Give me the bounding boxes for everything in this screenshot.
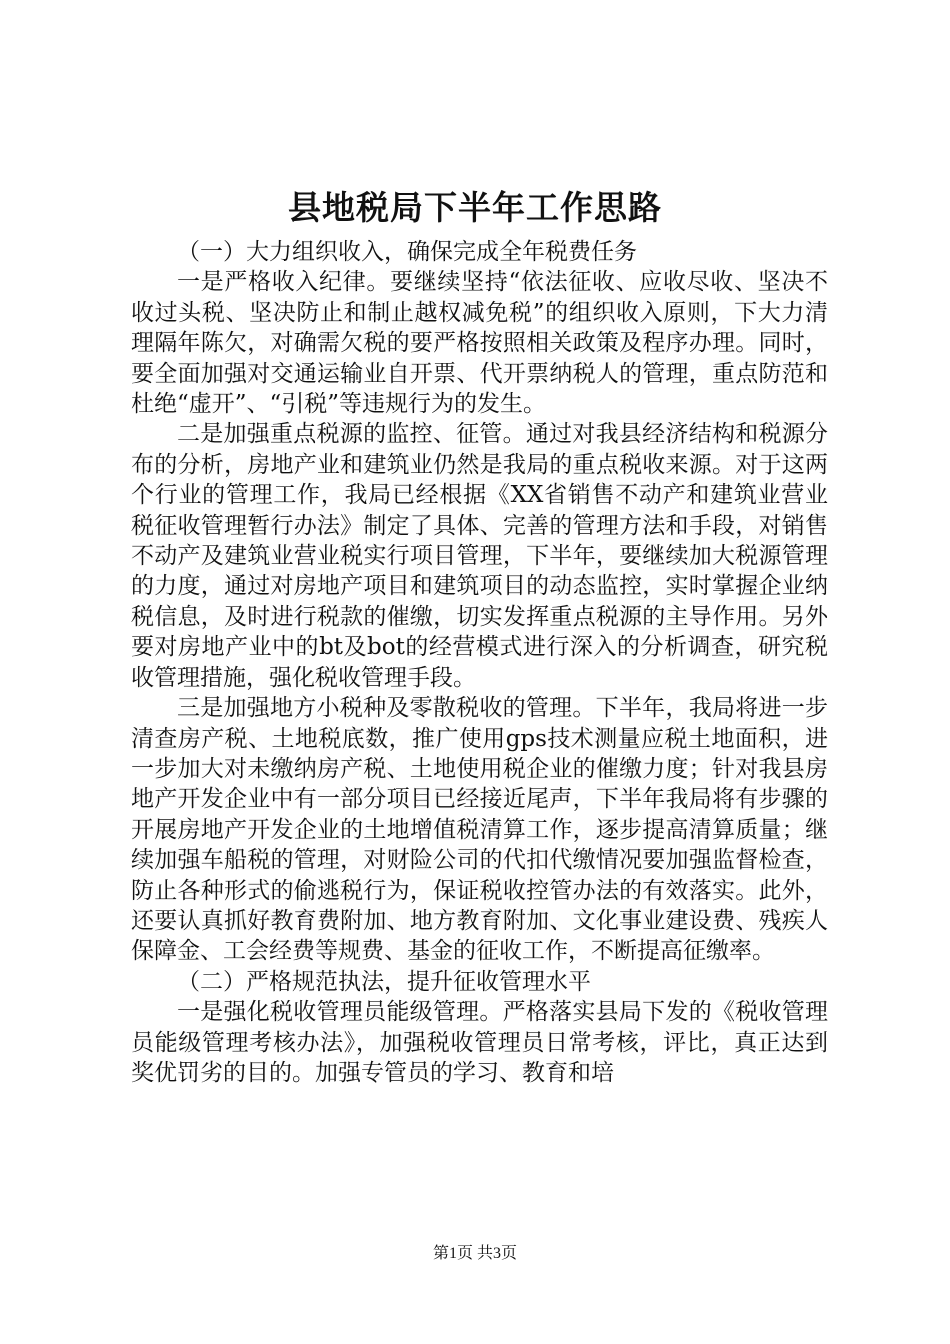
paragraph-2: 二是加强重点税源的监控、征管。通过对我县经济结构和税源分布的分析，房地产业和建筑业仍然是我局的重点税收来源。对于这两个行业的管理工作，我局已经根据《XX省销售不动产和建筑业营业税征收管理暂行办法》制定了具体、完善的管理方法和手段，对销售不动产及建筑业营业税实行项目管理，下半年，要继续加大税源管理的力度，通过对房地产项目和建筑项目的动态监控，实时掌握企业纳税信息，及时进行税款的催缴，切实发挥重点税源的主导作用。另外要对房地产业中的bt及bot的经营模式进行深入的分析调查，研究税收管理措施，强化税收管理手段。: [131, 421, 828, 691]
paragraph-4: 一是强化税收管理员能级管理。严格落实县局下发的《税收管理员能级管理考核办法》，加强税收管理员日常考核，评比，真正达到奖优罚劣的目的。加强专管员的学习、教育和培: [131, 999, 828, 1086]
document-body: [131, 237, 828, 1088]
section-heading-2: （二）严格规范执法，提升征收管理水平: [177, 968, 591, 995]
section-heading-1: （一）大力组织收入，确保完成全年税费任务: [177, 239, 637, 265]
paragraph-3: 三是加强地方小税种及零散税收的管理。下半年，我局将进一步清查房产税、土地税底数，推广使用gps技术测量应税土地面积，进一步加大对未缴纳房产税、土地使用税企业的催缴力度；针对我县房地产开发企业中有一部分项目已经接近尾声，下半年我局将有步骤的开展房地产开发企业的土地增值税清算工作，逐步提高清算质量；继续加强车船税的管理，对财险公司的代扣代缴情况要加强监督检查，防止各种形式的偷逃税行为，保证税收控管办法的有效落实。此外，还要认真抓好教育费附加、地方教育附加、文化事业建设费、残疾人保障金、工会经费等规费、基金的征收工作，不断提高征缴率。: [131, 695, 828, 965]
paragraph-1: 一是严格收入纪律。要继续坚持“依法征收、应收尽收、坚决不收过头税、坚决防止和制止越权减免税”的组织收入原则，下大力清理隔年陈欠，对确需欠税的要严格按照相关政策及程序办理。同时，要全面加强对交通运输业自开票、代开票纳税人的管理，重点防范和杜绝“虚开”、“引税”等违规行为的发生。: [131, 269, 828, 418]
page-footer: 第1页 共3页: [432, 1245, 517, 1262]
document-title: 县地税局下半年工作思路: [288, 188, 662, 227]
